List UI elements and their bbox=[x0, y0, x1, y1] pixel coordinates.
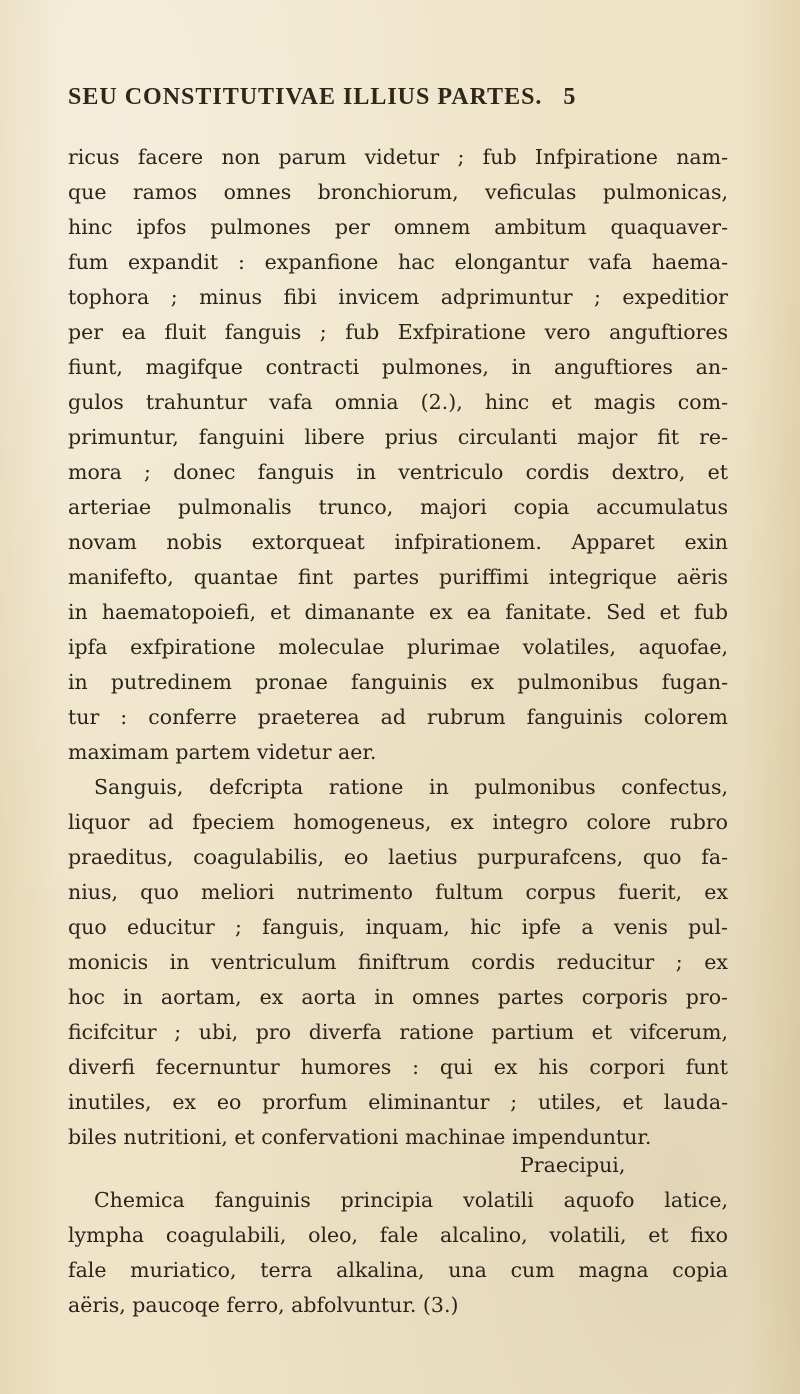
catchword: Praecipui, bbox=[520, 1153, 626, 1177]
text-line: fum expandit : expanfione hac elongantur vafa haema- bbox=[68, 250, 728, 274]
text-line: primuntur, fanguini libere prius circulanti major fit re- bbox=[68, 425, 728, 449]
text-line: per ea fluit fanguis ; fub Exfpiratione vero anguftiores bbox=[68, 320, 728, 344]
paragraph-3 bbox=[68, 1183, 728, 1323]
text-line: quo educitur ; fanguis, inquam, hic ipfe a venis pul- bbox=[68, 915, 728, 939]
running-header bbox=[68, 84, 628, 111]
text-line: in haematopoiefi, et dimanante ex ea fanitate. Sed et fub bbox=[68, 600, 728, 624]
text-line: monicis in ventriculum finiftrum cordis reducitur ; ex bbox=[68, 950, 728, 974]
body-text bbox=[68, 140, 728, 1323]
text-line: inutiles, ex eo prorfum eliminantur ; utiles, et lauda- bbox=[68, 1090, 728, 1114]
text-line: manifefto, quantae fint partes puriffimi integrique aëris bbox=[68, 565, 728, 589]
text-line: in putredinem pronae fanguinis ex pulmonibus fugan- bbox=[68, 670, 728, 694]
paragraph-spacer bbox=[68, 1155, 728, 1183]
text-line: fiunt, magifque contracti pulmones, in anguftiores an- bbox=[68, 355, 728, 379]
paragraph-2 bbox=[68, 770, 728, 1155]
text-line: ficifcitur ; ubi, pro diverfa ratione partium et vifcerum, bbox=[68, 1020, 728, 1044]
text-line: diverfi fecernuntur humores : qui ex his corpori funt bbox=[68, 1055, 728, 1079]
text-line: biles nutritioni, et confervationi machinae impenduntur. bbox=[68, 1125, 652, 1149]
text-line: ricus facere non parum videtur ; fub Infpiratione nam- bbox=[68, 145, 728, 169]
text-line: ipfa exfpiratione moleculae plurimae volatiles, aquofae, bbox=[68, 635, 728, 659]
text-line: liquor ad fpeciem homogeneus, ex integro colore rubro bbox=[68, 810, 728, 834]
header-title: SEU CONSTITUTIVAE ILLIUS PARTES. bbox=[68, 84, 543, 110]
text-line: tur : conferre praeterea ad rubrum fanguinis colorem bbox=[68, 705, 728, 729]
text-line: lympha coagulabili, oleo, fale alcalino, volatili, et fixo bbox=[68, 1223, 728, 1247]
text-line: maximam partem videtur aer. bbox=[68, 740, 377, 764]
text-line: novam nobis extorqueat infpirationem. Apparet exin bbox=[68, 530, 728, 554]
text-line: aëris, paucoqe ferro, abfolvuntur. (3.) bbox=[68, 1293, 459, 1317]
text-line: Chemica fanguinis principia volatili aquofo latice, bbox=[94, 1188, 728, 1212]
text-line: hinc ipfos pulmones per omnem ambitum quaquaver- bbox=[68, 215, 728, 239]
paragraph-1 bbox=[68, 140, 728, 770]
text-line: tophora ; minus fibi invicem adprimuntur ; expeditior bbox=[68, 285, 728, 309]
page-number: 5 bbox=[563, 84, 577, 110]
text-line: praeditus, coagulabilis, eo laetius purpurafcens, quo fa- bbox=[68, 845, 728, 869]
text-line: mora ; donec fanguis in ventriculo cordis dextro, et bbox=[68, 460, 728, 484]
text-line: hoc in aortam, ex aorta in omnes partes corporis pro- bbox=[68, 985, 728, 1009]
text-line: gulos trahuntur vafa omnia (2.), hinc et magis com- bbox=[68, 390, 728, 414]
text-line: fale muriatico, terra alkalina, una cum magna copia bbox=[68, 1258, 728, 1282]
text-line: nius, quo meliori nutrimento fultum corpus fuerit, ex bbox=[68, 880, 728, 904]
text-line: Sanguis, defcripta ratione in pulmonibus confectus, bbox=[94, 775, 728, 799]
text-line: arteriae pulmonalis trunco, majori copia accumulatus bbox=[68, 495, 728, 519]
text-line: que ramos omnes bronchiorum, veficulas pulmonicas, bbox=[68, 180, 728, 204]
